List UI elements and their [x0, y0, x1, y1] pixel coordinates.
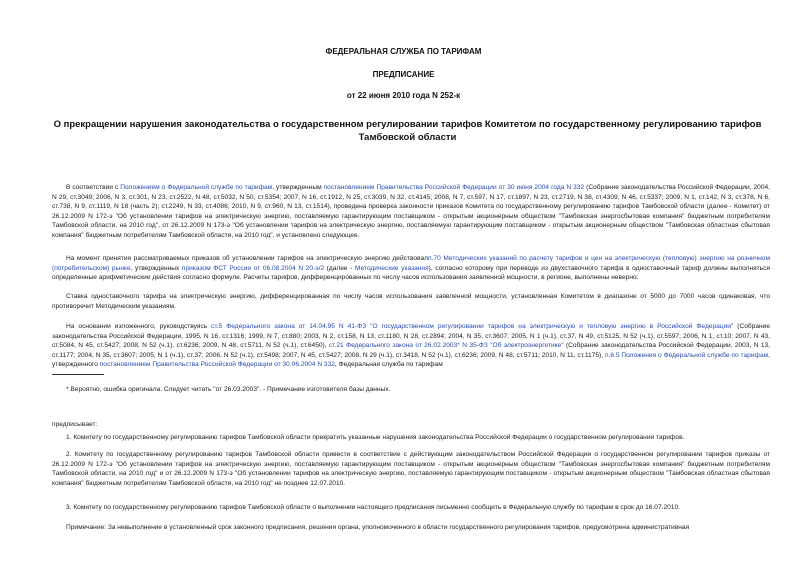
link-federal-law-41fz[interactable]: ст.5 Федерального закона от 14.04.95 N 41-ФЗ "О государственном регулировании тарифов на электрическую и тепловую энергию в Российской Федерации"	[211, 323, 734, 330]
paragraph-grounds	[52, 322, 770, 370]
p4-text-3: (Собрание законодательства Российской Федерации, 2003, N 13, ст.1177; 2004, N 35, ст.3607; 2005, N 1 (ч.1), ст.37; 2006, N 52 (ч.1), ст.5498; 2007, N 45, ст.5427; 2008, N 29 (ч.1), ст.3418, N 52 (ч.1), ст.6236; 2009, N 48, ст.5711; 2010, N 11, ст.1175),	[52, 342, 770, 359]
link-regulation-p65[interactable]: п.6.5 Положения о Федеральной службе по тарифам	[604, 351, 769, 359]
link-regulation-fst[interactable]: Положением о Федеральной службе по тарифам	[120, 184, 273, 191]
document-type-heading: ПРЕДПИСАНИЕ	[372, 70, 435, 79]
p4-text-4: , утвержденного	[52, 351, 770, 368]
p2-text-2: , утвержденных	[130, 264, 182, 272]
paragraph-findings	[52, 254, 770, 283]
document-title: О прекращении нарушения законодательства о государственном регулировании тарифов Комитетом по государственному регулированию тарифов Тамбовской области	[53, 119, 762, 143]
p1-text-3: (Собрание законодательства Российской Федерации, 2004, N 29, ст.3049; 2006, N 3, ст.301, N 23, ст.2522, N 48, ст.5032, N 50, ст.5354; 2007, N 16, ст.1912, N 25, ст.3039, N 32, ст.4145; 2008, N 7, ст.597, N 17, ст.1897, N 23, ст.2719, N 38, ст.4309, N 46, ст.5337; 2009, N 1, ст.142, N 3, ст.378, N 6, ст.738, N 9, ст.1119, N 18 (часть 2), ст.2249, N 33, ст.4086; 2010, N 9, ст.960, N 13, ст.1514), проведена проверка законности приказов Комитета по государственному регулированию тарифов Тамбовской области (далее - Комитет) от 26.12.2009 N 172-э "Об установлении тарифов на электрическую энергию, поставляемую гарантирующим поставщиком - открытым акционерным обществом "Тамбовская энергосбытовая компания" бюджетным потребителям Тамбовской области, на 2010 год", от 26.12.2009 N 173-э "Об установлении тарифов на электрическую энергию, поставляемую гарантирующим поставщиком - открытым акционерным обществом "Тамбовская областная сбытовая компания" бюджетным потребителям Тамбовской области, на 2010 год", и установлено следующее.	[52, 184, 771, 239]
link-methodical-guidelines[interactable]: Методические указания	[354, 264, 429, 272]
p2-text-1: На момент принятия рассматриваемых приказов об установлении тарифов на электрическую энергию действовал	[66, 255, 429, 262]
p2-text-4: ), согласно которому при переводе из двухставочного тарифа в одноставочный тариф должны выполняться определенные арифметические действия согласно формуле. Расчеты тарифов, дифференцированных по числу часов использования заявленной мощности, в регионе, выполнены неверно.	[52, 264, 770, 281]
agency-heading: ФЕДЕРАЛЬНАЯ СЛУЖБА ПО ТАРИФАМ	[325, 47, 482, 56]
footnote: * Вероятно, ошибка оригинала. Следует читать "от 26.03.2003". - Примечание изготовителя базы данных.	[66, 386, 391, 393]
link-fst-order-20e2[interactable]: приказом ФСТ России от 06.08.2004 N 20-э/2	[181, 264, 325, 272]
link-federal-law-35fz[interactable]: ст.21 Федерального закона от 26.02.2003* N 35-ФЗ "Об электроэнергетике"	[328, 342, 564, 349]
document-date-number: от 22 июня 2010 года N 252-к	[346, 91, 461, 100]
prescribes-heading: предписывает:	[52, 421, 98, 428]
prescription-item-3: 3. Комитету по государственному регулированию тарифов Тамбовской области о выполнении настоящего предписания письменно сообщить в Федеральную службу по тарифам в срок до 16.07.2010.	[66, 504, 680, 511]
paragraph-legal-basis	[52, 183, 770, 240]
p4-text-5: , Федеральная служба по тарифам	[334, 361, 443, 368]
note-paragraph: Примечание: За невыполнение в установленный срок законного предписания, решения органа, уполномоченного в области государственного регулирования тарифов, предусмотрена административная	[66, 524, 690, 531]
footnote-divider	[52, 374, 104, 375]
link-methodical-guidelines-p70[interactable]: п.70 Методических указаний по расчету тарифов и цен на электрическую (тепловую) энергию на розничном (потребительском) рынке	[52, 255, 770, 272]
p2-text-3: (далее -	[324, 264, 355, 272]
paragraph-tariff-rate: Ставка одноставочного тарифа на электрическую энергию, дифференцированная по числу часов использования заявленной мощности, установленная Комитетом в диапазоне от 5000 до 7000 часов одинаковая, что противоречит Методическим указаниям.	[52, 293, 770, 310]
p1-text-2: , утвержденным	[272, 184, 324, 191]
prescription-item-1: 1. Комитету по государственному регулированию тарифов Тамбовской области прекратить указанные нарушения законодательства Российской Федерации о государственном регулировании тарифов.	[66, 434, 685, 441]
link-government-decree-332-2004[interactable]: постановлением Правительства Российской Федерации от 30.06.2004 N 332	[99, 361, 335, 368]
prescription-item-2: 2. Комитету по государственному регулированию тарифов Тамбовской области привести в соответствие с действующим законодательством Российской Федерации о государственном регулировании тарифов приказы от 26.12.2009 N 172-э "Об установлении тарифов на электрическую энергию, поставляемую гарантирующим поставщиком - открытым акционерным обществом "Тамбовская энергосбытовая компания" бюджетным потребителям Тамбовской области, на 2010 год" и от 26.12.2009 N 173-э "Об установлении тарифов на электрическую энергию, поставляемую гарантирующим поставщиком - открытым акционерным обществом "Тамбовская областная сбытовая компания" бюджетным потребителям Тамбовской области, на 2010 год" не позднее 12.07.2010.	[52, 451, 770, 487]
p4-text-1: На основании изложенного, руководствуясь	[66, 323, 212, 330]
p1-text-1: В соответствии с	[66, 184, 121, 191]
p4-text-2: (Собрание законодательства Российской Федерации, 1995, N 16, ст.1316; 1999, N 7, ст.880; 2003, N 2, ст.158, N 13, ст.1180, N 28, ст.2894; 2004, N 35, ст.3607; 2005, N 1 (ч.1), ст.37, N 49, ст.5125, N 52 (ч.1), ст.5597; 2006, N 1, ст.10; 2007, N 43, ст.5084, N 45, ст.5427; 2008, N 52 (ч.1), ст.6236; 2009, N 48, ст.5711, N 52 (ч.1), ст.6450),	[52, 323, 770, 349]
link-government-decree-332[interactable]: постановлением Правительства Российской Федерации от 30 июня 2004 года N 332	[323, 184, 585, 191]
